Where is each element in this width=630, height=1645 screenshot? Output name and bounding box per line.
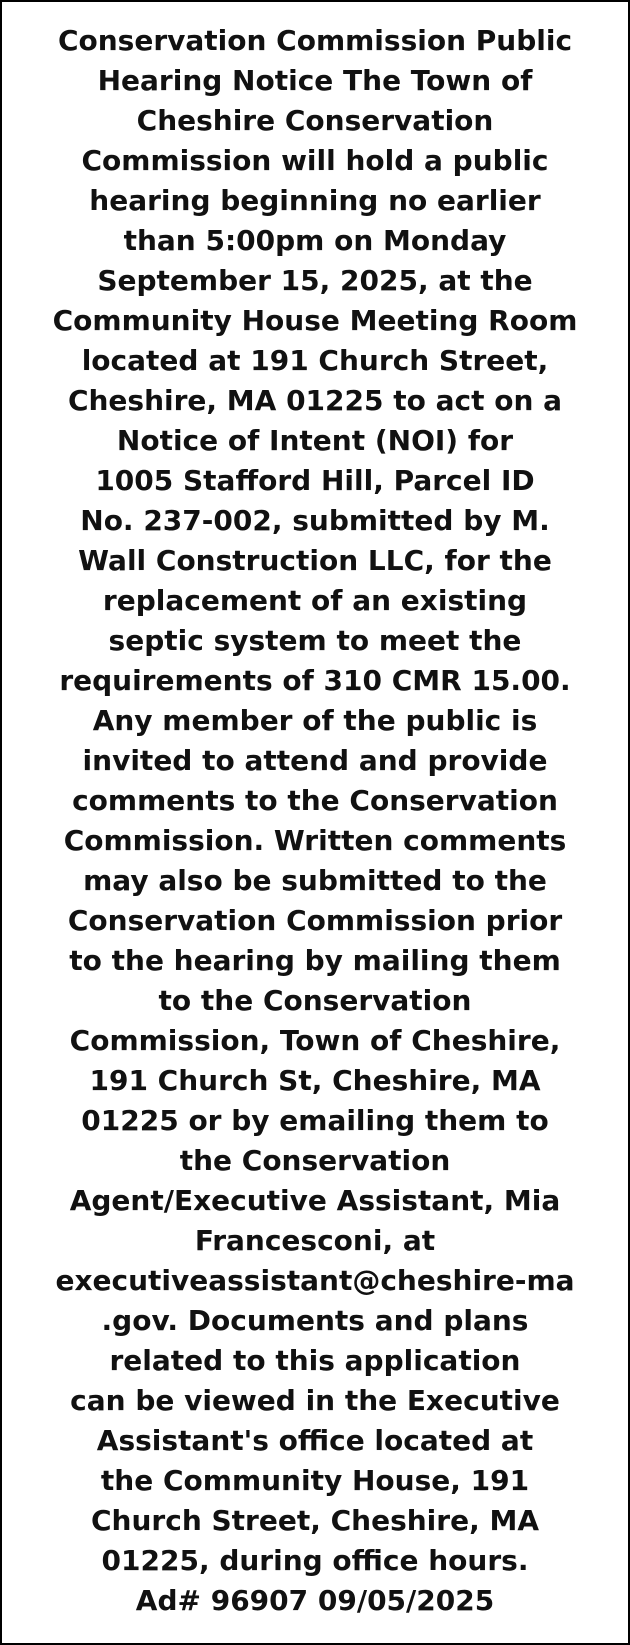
notice-line: Francesconi, at: [194, 1224, 436, 1257]
notice-line: Conservation Commission Public: [57, 24, 573, 57]
notice-line: located at 191 Church Street,: [81, 344, 549, 377]
notice-line: .gov. Documents and plans: [101, 1304, 529, 1337]
notice-line: 01225, during office hours.: [101, 1544, 529, 1577]
notice-line: Commission will hold a public: [81, 144, 549, 177]
notice-line: Agent/Executive Assistant, Mia: [69, 1184, 561, 1217]
notice-line: 01225 or by emailing them to: [81, 1104, 549, 1137]
notice-line: Church Street, Cheshire, MA: [91, 1504, 539, 1537]
notice-line: Cheshire, MA 01225 to act on a: [67, 384, 563, 417]
notice-line: Hearing Notice The Town of: [97, 64, 533, 97]
ad-number-date: Ad# 96907 09/05/2025: [135, 1584, 495, 1617]
notice-line: hearing beginning no earlier: [89, 184, 541, 217]
notice-line: Conservation Commission prior: [67, 904, 563, 937]
notice-line: than 5:00pm on Monday: [123, 224, 507, 257]
notice-line: Commission, Town of Cheshire,: [69, 1024, 561, 1057]
notice-line: September 15, 2025, at the: [97, 264, 533, 297]
notice-line: No. 237-002, submitted by M.: [80, 504, 550, 537]
notice-line: can be viewed in the Executive: [70, 1384, 560, 1417]
notice-line: to the Conservation: [158, 984, 472, 1017]
notice-line: requirements of 310 CMR 15.00.: [59, 664, 571, 697]
notice-line: Any member of the public is: [92, 704, 538, 737]
notice-line: may also be submitted to the: [83, 864, 547, 897]
notice-line: the Conservation: [179, 1144, 451, 1177]
notice-line: 191 Church St, Cheshire, MA: [89, 1064, 541, 1097]
notice-line: executiveassistant@cheshire-ma: [55, 1264, 575, 1297]
notice-line: 1005 Stafford Hill, Parcel ID: [95, 464, 535, 497]
notice-line: Commission. Written comments: [63, 824, 567, 857]
notice-body: [14, 21, 616, 1621]
notice-line: Cheshire Conservation: [136, 104, 494, 137]
notice-line: related to this application: [109, 1344, 521, 1377]
notice-line: invited to attend and provide: [82, 744, 548, 777]
notice-line: to the hearing by mailing them: [69, 944, 561, 977]
notice-line: Community House Meeting Room: [52, 304, 578, 337]
notice-line: septic system to meet the: [108, 624, 522, 657]
notice-line: Wall Construction LLC, for the: [78, 544, 552, 577]
notice-line: Assistant's office located at: [96, 1424, 534, 1457]
notice-line: Notice of Intent (NOI) for: [116, 424, 514, 457]
notice-line: replacement of an existing: [102, 584, 528, 617]
notice-line: comments to the Conservation: [72, 784, 558, 817]
notice-line: the Community House, 191: [100, 1464, 530, 1497]
